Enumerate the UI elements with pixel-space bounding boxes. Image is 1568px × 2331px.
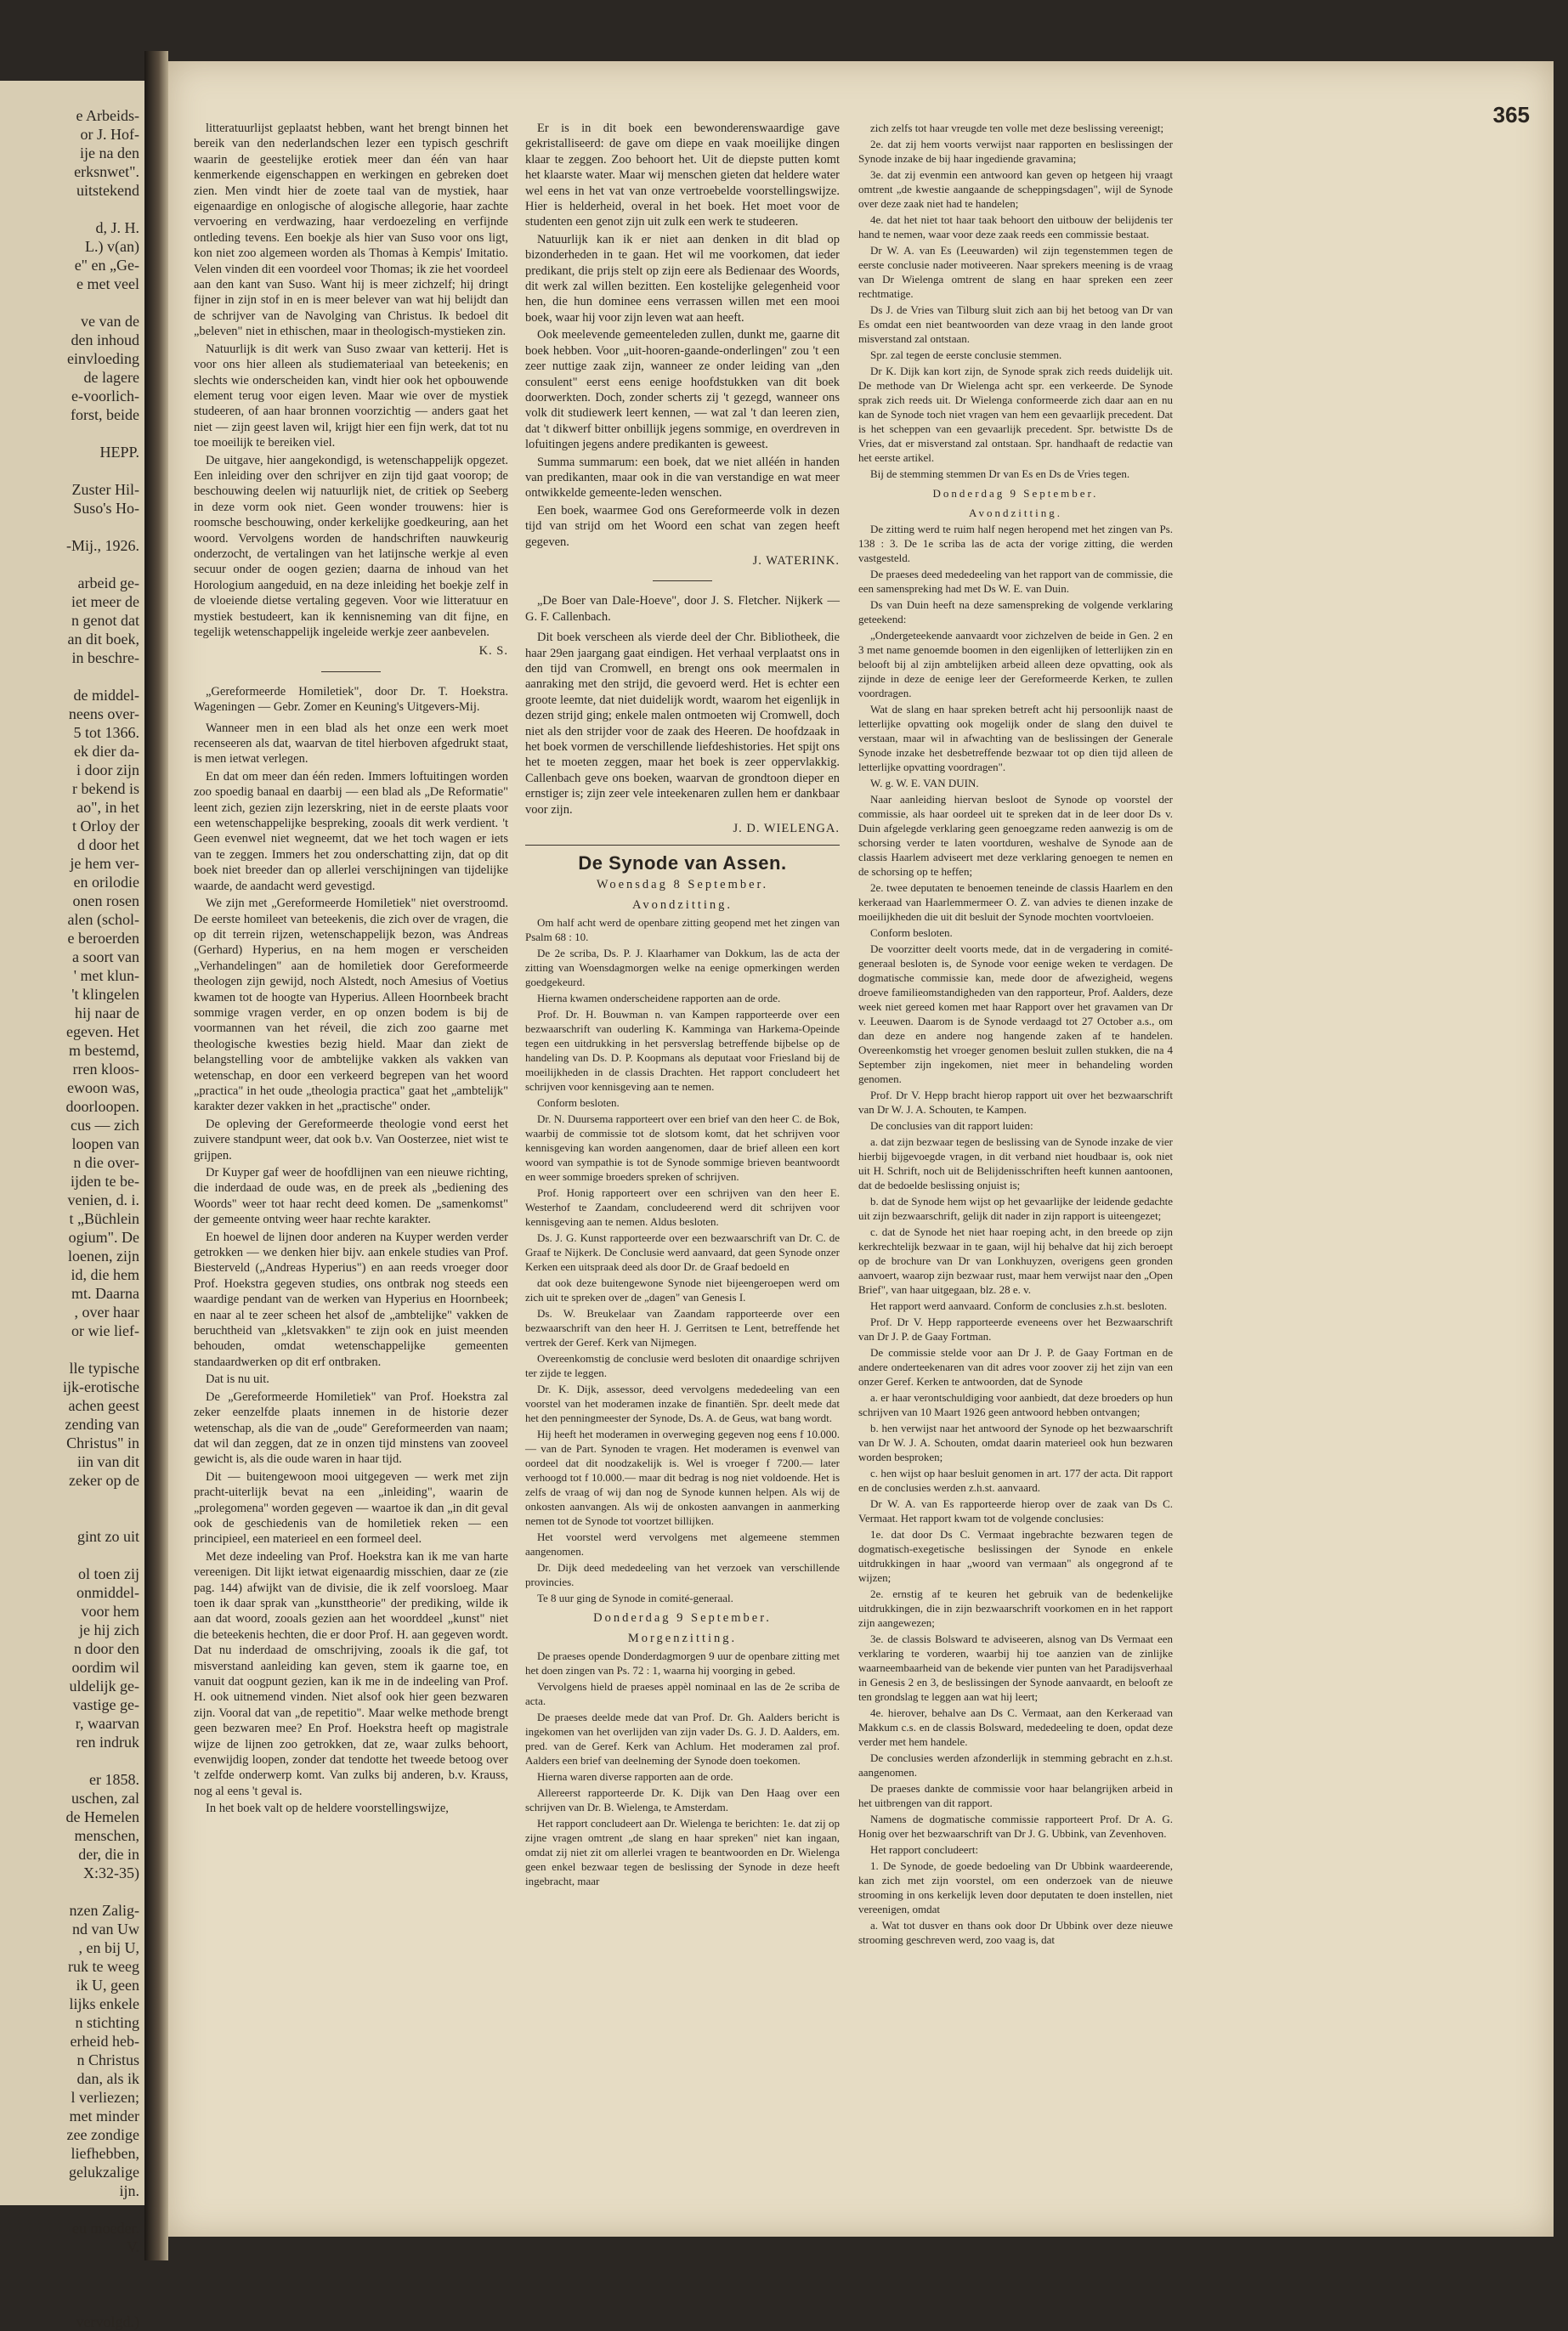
paragraph: Prof. Dr V. Hepp bracht hierop rapport uit over het bezwaarschrift van Dr W. J. A. Schouten, te Kampen.	[858, 1089, 1173, 1116]
paragraph: We zijn met „Gereformeerde Homiletiek" niet overstroomd. De eerste homileet van beteekenis, die zich over de vragen, die op dit terrein rijzen, wetenschappelijk bezon, was Andreas (Gerhard) Hyperius, en na hem mogen er verscheiden „Verhandelingen" aan de homiletiek door Gereformeerde theologen zijn gewijd, noch Alstedt, noch Amesius of Voetius kwamen tot de hoogte van Hyperius. Alleen Hoornbeek bracht sommige vragen verder, en op onzen bodem is bij de voormannen van het réveil, die zich zoo gaarne met theologische kwesties bezig hield. Maar dan ziekt de belangstelling voor de ambtelijke vakken als vakken van wetenschap, en door een verkeerd begrepen van het woord „practica" in het oude „theologia practica" gaat het „ambtelijk" karakter dezer vakken in het „practische" onder.	[194, 897, 508, 1114]
newspaper-page	[168, 61, 1554, 2237]
paragraph: De praeses dankte de commissie voor haar belangrijken arbeid in het uitbrengen van dit rapport.	[858, 1782, 1173, 1809]
paragraph: Wat de slang en haar spreken betreft acht hij persoonlijk naast de letterlijke opvatting ook mogelijk onder de slang den duivel te verstaan, maar wil in afwachting van de beslissingen der Generale Synode inzake het desbetreffende bezwaar tot op dien tijd alleen de letterlijke opvatting voordragen".	[858, 703, 1173, 773]
paragraph: De conclusies van dit rapport luiden:	[870, 1119, 1033, 1132]
paragraph: 2e. ernstig af te keuren het gebruik van de bedenkelijke uitdrukkingen, die in zijn bezwaarschrift voorkomen en in het rapport zijn aangewezen;	[858, 1587, 1173, 1629]
paragraph: „Ondergeteekende aanvaardt voor zichzelven de beide in Gen. 2 en 3 met name genoemde boomen in den eigenlijken of letterlijken zin en belooft bij al zijn ambtelijken arbeid alleen deze opvatting, ook als zijnde in deze de eenige leer der Gereformeerde Kerken, te zullen voordragen.	[858, 629, 1173, 699]
paragraph: Met deze indeeling van Prof. Hoekstra kan ik me van harte vereenigen. Dit lijkt ietwat eigenaardig misschien, daar ze (zie pag. 144) afwijkt van de divisie, die ik zelf voorsloeg. Maar toen ik daar sprak van „kunsttheorie" der prediking, wilde ik aan dat woord, zooals gezien aan het woorddeel „kunst" niet die beteekenis hechten, die er door Prof. H. aan gegeven wordt. Dat nu inderdaad de omschrijving, zooals ik die gaf, tot misverstand aanleiding kan geven, stem ik gaarne toe, en vanuit dat oogpunt gezien, kan ik me in de indeeling van Prof. H. ook uitnemend vinden. Niet alsof ook hier geen bezwaren zijn. Vooral dat van „de repetitio". Maar welke methode brengt geen bezwaren mee? En Prof. Hoekstra heeft op magistrale wijze de lijnen zoo getrokken, dat ze, waar zulks behoort, evenwijdig loopen, zonder dat tendotte het tweede betoog over 't zelfde onderwerp komt. Van zulks bij anderen, b.v. Krauss, nog al eens 't geval is.	[194, 1549, 508, 1798]
review-heading: „De Boer van Dale-Hoeve", door J. S. Fletcher. Nijkerk — G. F. Callenbach.	[525, 594, 840, 624]
paragraph: Dit — buitengewoon mooi uitgegeven — werk met zijn pracht-uiterlijk bevat na een „inleiding", waarin de „prolegomena" worden gegeven — waartoe ik dan „in dit geval ook de geschiedenis van de homiletiek reken — een principieel, een materieel en een formeel deel.	[194, 1469, 508, 1547]
synod-report	[525, 915, 840, 1605]
paragraph: De uitgave, hier aangekondigd, is wetenschappelijk opgezet. Een inleiding over den schrijver en zijn tijd gaat voorop; de beschouwing deelen wij natuurlijk niet, de critiek op Seeberg in deze vorm ook niet. Geen wonder trouwens: hier is roomsche beschouwing, onder kerkelijke goedkeuring, aan het woord. Vervolgens worden de handschriften nauwkeurig onderzocht, de vertalingen van het latijnsche werkje al even secuur onder de oogen gezien; daarna de inhoud van het Horologium aangeduid, en na deze inleiding het boekje zelf in de vloeiende dietse vertaling gegeven. Voor wie litteratuur en mystiek bestudeert, kan ik kennisneming van dit fijne, en tegelijk wetenschappelijk ingeleide werkje zeer aanbevelen.	[194, 453, 508, 639]
session-date: Donderdag 9 September.	[593, 1610, 772, 1625]
paragraph: litteratuurlijst geplaatst hebben, want het brengt binnen het bereik van den nederlandschen lezer een typisch geschrift waarin de geestelijke erotiek meer dan één van haar kenmerkende eigenschappen en werkingen en gebreken doet zien. Men vindt hier de zoete taal van de mystiek, haar eigenaardige en onlogische of alogische allegorie, haar zachte vervoering en verdwazing, haar verdoezeling en verfijnde ontleding tevens. Een boekje als hier van Suso voor ons ligt, kon niet zoo algemeen worden als Thomas à Kempis' Imitatio. Velen vinden dit een voordeel voor Thomas; ik zie het voordeel aan den kant van Suso. Want hij is meer zichzelf; hij dringt fijner in zijn stof in en is meer belever van wat hij belijdt dan de schrijver van de Navolging van Christus. Ik bedoel dit „beleven" niet in ethischen, maar in theologisch-mystieken zin.	[194, 122, 508, 339]
paragraph: Dr W. A. van Es rapporteerde hierop over de zaak van Ds C. Vermaat. Het rapport kwam tot de volgende conclusies:	[858, 1497, 1173, 1525]
paragraph: c. hen wijst op haar besluit genomen in art. 177 der acta. Dit rapport en de conclusies werden z.h.st. aanvaard.	[858, 1467, 1173, 1494]
paragraph: b. hen verwijst naar het antwoord der Synode op het bezwaarschrift van Dr W. J. A. Schouten, omdat daarin materieel ook hun bezwaren worden besproken;	[858, 1422, 1173, 1463]
page-number: 365	[1492, 102, 1530, 127]
paragraph: Dr W. A. van Es (Leeuwarden) wil zijn tegenstemmen tegen de eerste conclusie nader motiveeren. Naar sprekers meening is de vraag van Dr Wielenga omtrent de slang en haar spreken een zeer rechtmatige.	[858, 244, 1173, 300]
paragraph: Naar aanleiding hiervan besloot de Synode op voorstel der commissie, als haar oordeel uit te spreken dat in de leer door Ds v. Duin afgelegde verklaring geen genoegzame reden aanwezig is om de schorsing verder te laten voortduren, weshalve de Synode aan de classis Haarlem adviseert met deze verklaring genoegen te nemen en de schorsing op te heffen;	[858, 793, 1173, 878]
paragraph: Het voorstel werd vervolgens met algemeene stemmen aangenomen.	[525, 1530, 840, 1558]
paragraph: Summa summarum: een boek, dat we niet alléén in handen van predikanten, maar ook in die van verstandige en wat meer ontwikkelde gemeente-leden wenschen.	[525, 455, 840, 501]
paragraph: De commissie stelde voor aan Dr J. P. de Gaay Fortman en de andere onderteekenaren van dit adres voor zoover zij het zijn van een onzer Geref. Kerken te antwoorden, dat de Synode	[858, 1346, 1173, 1388]
review-heading: „Gereformeerde Homiletiek", door Dr. T. Hoekstra. Wageningen — Gebr. Zomer en Keuning's Uitgevers-Mij.	[194, 684, 508, 715]
paragraph: Conform besloten.	[870, 926, 953, 939]
signature: K. S.	[478, 644, 508, 659]
paragraph: Namens de dogmatische commissie rapporteert Prof. Dr A. G. Honig over het bezwaarschrift van Dr J. G. Ubbink, van Zevenhoven.	[858, 1813, 1173, 1840]
paragraph: Hierna kwamen onderscheidene rapporten aan de orde.	[537, 991, 781, 1004]
paragraph: 1e. dat door Ds C. Vermaat ingebrachte bezwaren tegen de dogmatisch-exegetische beslissingen der Synode en enkele uitdrukkingen in haar „woord van vermaan" als ongegrond af te wijzen;	[858, 1528, 1173, 1584]
session-name: Morgenzitting.	[627, 1632, 738, 1646]
paragraph: De opleving der Gereformeerde theologie vond eerst het zuivere standpunt weer, dat ook b.v. Van Oosterzee, niet wist te grijpen.	[194, 1117, 508, 1163]
book-gutter	[144, 51, 168, 2260]
paragraph: Prof. Dr. H. Bouwman n. van Kampen rapporteerde over een bezwaarschrift van ouderling K. Kamminga van Harkema-Opeinde tegen een uitdrukking in het persverslag betreffende bijbelse op de handeling van Ds. D. P. Koopmans als deputaat voor Friesland bij de moeilijkheden in de classis Drachten. Het rapport concludeert het schrijven voor kennisgeving aan te nemen.	[525, 1007, 840, 1093]
paragraph: Dr K. Dijk kan kort zijn, de Synode sprak zich reeds duidelijk uit. De methode van Dr Wielenga acht spr. een verkeerde. De Synode sprak zich reeds uit. Dr Wielenga conformeerde zich daar aan en nu kan de Synode toch niet vragen van hem een gevaarlijk precedent. Dat is het scheppen van een gevaarlijk precedent. Spr. betwistte Ds de Vries, dat er misverstand zal ontstaan. Spr. handhaaft de redactie van het eerste artikel.	[858, 365, 1173, 464]
paragraph: 1. De Synode, de goede bedoeling van Dr Ubbink waardeerende, kan zich met zijn voorstel, om een onderzoek van de nieuwe strooming in ons kerkelijk leven door deputaten te doen instellen, niet vereenigen, omdat	[858, 1859, 1173, 1915]
paragraph: Dit boek verscheen als vierde deel der Chr. Bibliotheek, die haar 29en jaargang gaat eindigen. Het verhaal verplaatst ons in den tijd van Cromwell, en brengt ons ook meermalen in aanraking met den strijd, die gevoerd werd. Het is echter een groote leemte, dat niet duidelijk wordt, waarom het eigenlijk in dezen strijd ging; enkele malen ontmoeten wij Cromwell, doch niet als den strijder voor de zaak des Heeren. De hoofdzaak in het boek vormen de verschillende liefdeshistories. Het spijt ons het te moeten zeggen, maar het boek is zeer oppervlakkig. Callenbach geve ons boeken, waarvan de grondtoon dieper en ernstiger is; zijn zeer vele inteekenaren zullen hem er dankbaar voor zijn.	[525, 631, 840, 817]
paragraph: Dr. N. Duursema rapporteert over een brief van den heer C. de Bok, waarbij de commissie tot de slotsom komt, dat het schrijven voor kennisgeving kan worden aangenomen, daar de brief alleen een kort woord van sympathie is tot de Synode sommige brieven beantwoordt en weer sommige broeders spreken of schrijven.	[525, 1112, 840, 1183]
paragraph: 3e. dat zij evenmin een antwoord kan geven op hetgeen hij vraagt omtrent „de kwestie aangaande de scheppingsdagen", wijl de Synode over deze zaak niet had te handelen;	[858, 168, 1173, 210]
previous-page-text: e Arbeids- or J. Hof- ije na den erksnwet". uitstekend d, J. H. L.) v(an) e" en „Ge- e met veel ve van de den inhoud einvloeding de lagere e-voorlich- forst, beide HEPP. Zuster Hil- Suso's Ho- -Mij., 1926. arbeid ge- iet meer de n genot dat an dit boek, in beschre- de middel- neens over- 5 tot 1366. ek dier da- i door zijn r bekend is ao", in het t Orloy der d door het je hem ver- en orilodie onen rosen alen (schol- e beroerden a soort van ' met klun- 't klingelen hij naar de egeven. Het m bestemd, rren kloos- ewoon was, doorloopen. cus — zich loopen van n die over- ijden te be- venien, d. i. t „Büchlein ogium". De loenen, zijn id, die hem mt. Daarna , over haar or wie lief- lle typische ijk-erotische achen geest zending van Christus" in iin van dit zeker op de gint zo uit ol toen zij onmiddel- voor hem je hij zich n door den oordim wil uldelijk ge- vastige ge- r, waarvan ren indruk er 1858. uschen, zal de Hemelen menschen, der, die in X:32-35) nzen Zalig- nd van Uw , en bij U, ruk te weeg ik U, geen lijks enkele n stichting erheid heb- n Christus dan, als ik l verliezen; met minder zee zondige liefhebben, gelukzalige ijn. eu moeder. V. vervolgd.)	[63, 107, 139, 2330]
paragraph: En dat om meer dan één reden. Immers loftuitingen worden zoo spoedig banaal en daarbij — een blad als „De Reformatie" leent zich, gezien zijn lezerskring, niet in de eerste plaats voor een wetenschappelijke bespreking, zooals dit werk verdient. 't Geen evenwel niet wegneemt, dat we het toch wagen er iets van te zeggen. Immers het zou onderschatting zijn, dat op dit boek niet breeder dan op allerlei verschijningen van tijdelijke waarde, de aandacht werd gevestigd.	[194, 769, 508, 893]
paragraph: Natuurlijk is dit werk van Suso zwaar van ketterij. Het is voor ons hier alleen als studiemateriaal van beteekenis; en slechts wie onderscheiden kan, vindt hier ook het opbouwende element terug voor eigen leven. Maar wie over de mystiek studeeren, of aan haar bronnen voorzichtig — anders gaat het niet — zijn geest laven wil, krijgt hier een fijn werk, dat tot nu toe moeilijk te bereiken viel.	[194, 342, 508, 450]
paragraph: De „Gereformeerde Homiletiek" van Prof. Hoekstra zal zeker eenzelfde plaats innemen in de historie dezer wetenschap, als die van de „oude" Gereformeerden van naam; dat wil dan zeggen, dat ze in onzen tijd minstens van zooveel gewicht is, als die oude waren in haar tijd.	[194, 1389, 508, 1467]
column-1	[194, 121, 508, 1819]
section-heading: De Synode van Assen.	[578, 852, 787, 874]
paragraph: Dr. K. Dijk, assessor, deed vervolgens mededeeling van een voorstel van het moderamen inzake de finantiën. Spr. deelt mede dat het den penningmeester der Synode, Ds. A. de Geus, wat bang wordt.	[525, 1382, 840, 1424]
paragraph: b. dat de Synode hem wijst op het gevaarlijke der leidende gedachte uit zijn bezwaarschrift, gelijk dit nader in zijn rapport is uiteengezet;	[858, 1195, 1173, 1222]
paragraph: De 2e scriba, Ds. P. J. Klaarhamer van Dokkum, las de acta der zitting van Woensdagmorgen welke na eenige opmerkingen werden goedgekeurd.	[525, 946, 840, 988]
paragraph: De praeses opende Donderdagmorgen 9 uur de openbare zitting met het doen zingen van Ps. 72 : 1, waarna hij voorging in gebed.	[525, 1649, 840, 1677]
paragraph: Vervolgens hield de praeses appèl nominaal en las de 2e scriba de acta.	[525, 1679, 840, 1707]
paragraph: Wanneer men in een blad als het onze een werk moet recenseeren als dat, waarvan de titel hierboven afgedrukt staat, is men ietwat verlegen.	[194, 721, 508, 767]
paragraph: Ook meelevende gemeenteleden zullen, dunkt me, gaarne dit boek hebben. Voor „uit-hooren-gaande-onderlingen" zou 't een zeer nuttige zaak zijn, wanneer ze onder leiding van „den consulent" eerst eens eenige hoofdstukken van dit boek doorwerkten. Doch, zonder scherts zij 't gezegd, wanneer ons volk dit studiewerk leert kennen, — wat zal 't dan leeren zien, dat 't dikwerf bitter onbillijk jegens sommige, en overdreven in lofuitingen jegens andere predikanten is geweest.	[525, 328, 840, 452]
paragraph: W. g. W. E. VAN DUIN.	[870, 777, 979, 789]
paragraph: a. er haar verontschuldiging voor aanbiedt, dat deze broeders op hun schrijven van 10 Maart 1926 geen antwoord hebben ontvangen;	[858, 1391, 1173, 1418]
paragraph: En hoewel de lijnen door anderen na Kuyper werden verder getrokken — we denken hier bijv. aan enkele studies van Prof. Biesterveld („Andreas Hyperius") en aan reeds vroeger door Prof. Hoekstra gegeven studies, ons ontbrak nog steeds een waardige pendant van de werken van Hyperius en Hoornbeek; en naar al te zeer scheen het alsof de „ambtelijke" vakken de beruchtheid van „kletsvakken" te zijn ook en juist meenden behouden, omdat wetenschappelijke gemeenten standaardwerken op dit erf ontbraken.	[194, 1230, 508, 1369]
divider	[653, 580, 712, 581]
paragraph: Natuurlijk kan ik er niet aan denken in dit blad op bizonderheden in te gaan. Het wil me voorkomen, dat ieder predikant, die prijs stelt op zijn eere als Bedienaar des Woords, dit werk zal willen bezitten. Een kostelijke gelegenheid voor hen, die hun dominee eens verrassen willen met een mooi boek, waar hij voor zijn leven wat aan heeft.	[525, 232, 840, 325]
paragraph: Het rapport concludeert aan Dr. Wielenga te berichten: 1e. dat zij op zijne vragen omtrent „de slang en haar spreken" niet kan ingaan, omdat zij niet zit om allerlei vragen te beantwoorden en Dr. Wielenga geen enkel bezwaar tegen de beslissing der Synode in deze heeft ingebracht, maar	[525, 1816, 840, 1887]
column-2	[525, 121, 840, 1890]
paragraph: De conclusies werden afzonderlijk in stemming gebracht en z.h.st. aangenomen.	[858, 1751, 1173, 1779]
signature: J. WATERINK.	[752, 553, 840, 568]
paragraph: 4e. hierover, behalve aan Ds C. Vermaat, aan den Kerkeraad van Makkum c.s. en de classis Bolsward, mededeeling te doen, opdat deze verder met hem handele.	[858, 1706, 1173, 1748]
signature: J. D. WIELENGA.	[733, 822, 840, 836]
paragraph: In het boek valt op de heldere voorstellingswijze,	[206, 1802, 449, 1816]
paragraph: Hierna waren diverse rapporten aan de orde.	[537, 1769, 733, 1783]
paragraph: 3e. de classis Bolsward te adviseeren, alsnog van Ds Vermaat een verklaring te vorderen, waarbij hij toe aanzien van de zinlijke waarneembaarheid van de bekende vier punten van het Paradijsverhaal in Genesis 2 en 3, de beslissingen der Synode aanvaardt, en belooft ze ten grondslag te leggen aan wat hij leert;	[858, 1632, 1173, 1703]
morning-report	[525, 1649, 840, 1888]
paragraph: Te 8 uur ging de Synode in comité-generaal.	[537, 1591, 733, 1604]
paragraph: 2e. dat zij hem voorts verwijst naar rapporten en beslissingen der Synode inzake de bij haar ingediende gravamina;	[858, 138, 1173, 165]
paragraph: Spr. zal tegen de eerste conclusie stemmen.	[870, 348, 1062, 361]
session-date: Donderdag 9 September.	[932, 487, 1099, 500]
paragraph: Ds. W. Breukelaar van Zaandam rapporteerde over een bezwaarschrift van den heer H. J. Gerritsen te Lent, betreffende het vertrek der Geref. Kerk van Nijmegen.	[525, 1306, 840, 1349]
paragraph: 2e. twee deputaten te benoemen teneinde de classis Haarlem en den kerkeraad van Haarlemmermeer O. Z. van advies te dienen inzake de moeilijkheden die uit dit besluit der Synode mochten voortvloeien.	[858, 881, 1173, 923]
paragraph: Prof. Dr V. Hepp rapporteerde eveneens over het Bezwaarschrift van Dr J. P. de Gaay Fortman.	[858, 1315, 1173, 1343]
paragraph: Dr Kuyper gaf weer de hoofdlijnen van een nieuwe richting, die inderdaad de oude was, en de preek als „bediening des Woords" weer tot haar recht deed komen. De „samenkomst" der gemeente ontving weer haar rechte karakter.	[194, 1166, 508, 1227]
paragraph: Een boek, waarmee God ons Gereformeerde volk in dezen tijd van strijd om het Woord een schat van zegen heeft gegeven.	[525, 503, 840, 549]
paragraph: 4e. dat het niet tot haar taak behoort den uitbouw der belijdenis ter hand te nemen, waar voor deze zaak reeds een commissie bestaat.	[858, 213, 1173, 240]
paragraph: Bij de stemming stemmen Dr van Es en Ds de Vries tegen.	[870, 467, 1130, 480]
paragraph: Om half acht werd de openbare zitting geopend met het zingen van Psalm 68 : 10.	[525, 915, 840, 943]
paragraph: Overeenkomstig de conclusie werd besloten dit onaardige schrijven ter zijde te leggen.	[525, 1351, 840, 1379]
paragraph: De zitting werd te ruim half negen heropend met het zingen van Ps. 138 : 3. De 1e scriba las de acta der vorige zitting, die werden vastgesteld.	[858, 523, 1173, 564]
paragraph: Het rapport werd aanvaard. Conform de conclusies z.h.st. besloten.	[870, 1299, 1168, 1312]
paragraph: Ds van Duin heeft na deze samenspreking de volgende verklaring geteekend:	[858, 598, 1173, 625]
session-name: Avondzitting.	[969, 506, 1062, 519]
paragraph: De voorzitter deelt voorts mede, dat in de vergadering in comité-generaal besloten is, de Synode voor eenige weken te verdagen. De dogmatische commissie kan, mede door de afwezigheid, wegens droeve familieomstandigheden van den rapporteur, Prof. Aalders, deze week niet gereed komen met haar Rapport over het gravamen van Dr v. Leeuwen. Daarom is de Synode verdaagd tot 27 October a.s., om dan deze en andere nog hangende zaken af te handelen. Overeenkomstig het vroeger genomen besluit zullen stukken, die na 4 September zijn ingekomen, niet meer in behandeling worden genomen.	[858, 942, 1173, 1085]
paragraph: Er is in dit boek een bewonderenswaardige gave gekristalliseerd: de gave om diepe en vaak moeilijke dingen klaar te zeggen. Zoo behoort het. Uit de diepste putten komt het klaarste water. Maar wij menschen gieten dat heldere water wel eens in het vat van onze vertroebelde voorstellingswijze. Hier is helderheid, overal in het boek. Het moet voor de studenten een genot zijn uit zulk een werk te studeeren.	[525, 122, 840, 229]
paragraph: Ds. J. G. Kunst rapporteerde over een bezwaarschrift van Dr. C. de Graaf te Nijkerk. De Conclusie werd aanvaard, dat geen Synode onzer Kerken een uitspraak deed als door Dr. de Graaf bedoeld en	[525, 1231, 840, 1273]
paragraph: Prof. Honig rapporteert over een schrijven van den heer E. Westerhof te Zaandam, concludeerend werd dit schrijven voor kennisgeving aan te nemen. Aldus besloten.	[525, 1185, 840, 1228]
paragraph: Allereerst rapporteerde Dr. K. Dijk van Den Haag over een schrijven van Dr. B. Wielenga, te Amsterdam.	[525, 1785, 840, 1813]
paragraph: De praeses deed mededeeling van het rapport van de commissie, die een samenspreking had met Ds W. E. van Duin.	[858, 568, 1173, 595]
paragraph: Conform besloten.	[537, 1095, 620, 1109]
paragraph: Dr. Dijk deed mededeeling van het verzoek van verschillende provincies.	[525, 1560, 840, 1588]
paragraph: zich zelfs tot haar vreugde ten volle met deze beslissing vereenigt;	[870, 122, 1164, 134]
divider	[525, 845, 840, 846]
paragraph: a. Wat tot dusver en thans ook door Dr Ubbink over deze nieuwe strooming geschreven werd, zoo vaag is, dat	[858, 1919, 1173, 1946]
paragraph: a. dat zijn bezwaar tegen de beslissing van de Synode inzake de vier hierbij bijgevoegde vragen, in dit verband niet houdbaar is, ook niet uit H. Schrift, noch uit de Belijdenisschriften heeft kunnen aantoonen, dat de bedoelde beslissing onjuist is;	[858, 1135, 1173, 1191]
paragraph: Het rapport concludeert:	[870, 1843, 979, 1856]
paragraph: Ds J. de Vries van Tilburg sluit zich aan bij het betoog van Dr van Es omdat een niet beantwoorden van deze vraag in den lande groot misverstand zal ontstaan.	[858, 303, 1173, 345]
previous-page-fragment	[0, 81, 144, 2330]
paragraph: Dat is nu uit.	[206, 1372, 269, 1387]
divider	[321, 671, 381, 672]
column-3	[858, 121, 1173, 1949]
session-name: Avondzitting.	[631, 898, 733, 913]
paragraph: De praeses deelde mede dat van Prof. Dr. Gh. Aalders bericht is ingekomen van het overlijden van zijn vader Ds. G. J. D. Aalders, em. pred. van de Geref. Kerk van Achlum. Het moderamen zal prof. Aalders een brief van deelneming der Synode doen toekomen.	[525, 1710, 840, 1767]
paragraph: Hij heeft het moderamen in overweging gegeven nog eens f 10.000.— van de Part. Synoden te vragen. Het moderamen is evenwel van oordeel dat dit noodzakelijk is. Wel is vroeger f 7200.— later verhoogd tot f 10.000.— maar dit bedrag is nog niet voldoende. Het is zelfs de vraag of wij dan nog de Synode kunnen helpen. Als wij de onkosten aanvangen. Als wij de onkosten aanvangen in aanmerking nemen tot de Synode tot voortzet billijken.	[525, 1427, 840, 1527]
paragraph: dat ook deze buitengewone Synode niet bijeengeroepen werd om zich uit te spreken over de „dagen" van Genesis I.	[525, 1276, 840, 1304]
session-date: Woensdag 8 September.	[596, 877, 769, 891]
paragraph: c. dat de Synode het niet haar roeping acht, in den breede op zijn kerkrechtelijk bezwaar in te gaan, wijl hij behalve dat hij zich beroept op de brochure van Dr van Lonkhuyzen, overigens geen gronden aanvoert, waarop zijn bezwaar rust, maar hem verwijst naar den „Open Brief", van haar uitgegaan, blz. 28 e. v.	[858, 1225, 1173, 1296]
